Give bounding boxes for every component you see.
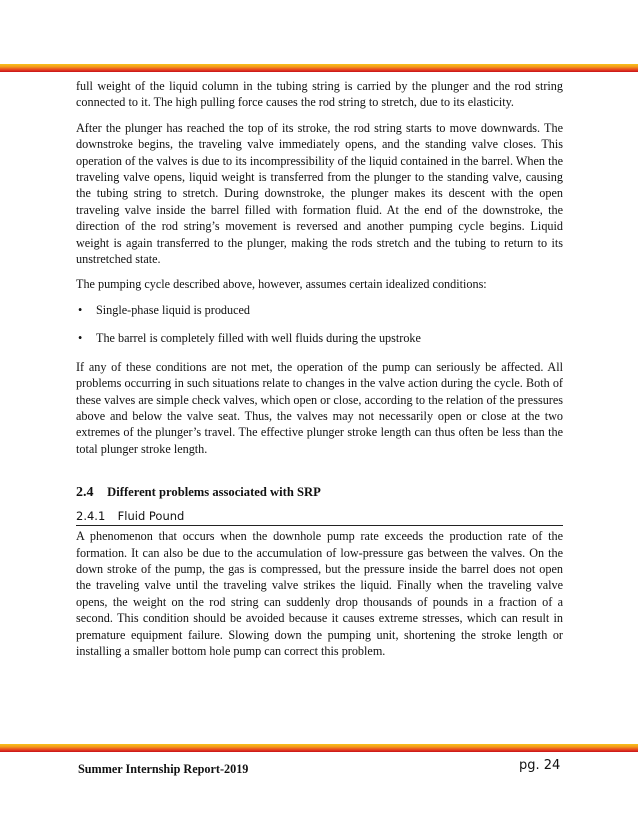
page-body [76, 78, 563, 668]
subsection-title: Fluid Pound [117, 509, 185, 524]
body-paragraph-3: The pumping cycle described above, however, assumes certain idealized conditions: [76, 277, 487, 292]
section-heading [76, 483, 563, 502]
footer-decorative-band [0, 744, 638, 752]
section-number: 2.4 [76, 485, 94, 501]
bullet-icon: • [78, 302, 83, 317]
list-item-text: The barrel is completely filled with well fluids during the upstroke [96, 331, 421, 346]
list-item [76, 302, 563, 318]
list-item-text: Single-phase liquid is produced [96, 302, 251, 317]
body-paragraph-4: If any of these conditions are not met, the operation of the pump can seriously be affected. All problems occurring in such situations relate to changes in the valve action during the cycle. Both of these valves are simple check valves, which open or close, according to the relation of the pressures above and below the valve seat. Thus, the valves may not necessarily open or close at the two extremes of the plunger’s travel. The effective plunger stroke length can thus often be less than the total plunger stroke length. [76, 359, 563, 456]
body-paragraph-1: full weight of the liquid column in the tubing string is carried by the plunger and the rod string connected to it. The high pulling force causes the rod string to stretch, due to its elasticity. [76, 79, 563, 110]
subsection-paragraph: A phenomenon that occurs when the downhole pump rate exceeds the production rate of the formation. It can also be due to the accumulation of low-pressure gas between the valves. On the down stroke of the pump, the gas is compressed, but the pressure inside the barrel does not open the traveling valve until the traveling valve strikes the liquid. Finally when the traveling valve opens, the weight on the rod string can suddenly drop thousands of pounds in a fraction of a second. This condition should be avoided because it causes extreme stresses, which can result in premature equipment failure. Slowing down the pumping unit, shortening the stroke length or installing a smaller bottom hole pump can correct this problem. [76, 529, 563, 658]
page-number: pg. 24 [519, 758, 561, 773]
header-decorative-band [0, 64, 638, 72]
footer-report-title: Summer Internship Report-2019 [78, 762, 249, 776]
list-item [76, 330, 563, 346]
section-title: Different problems associated with SRP [107, 485, 321, 500]
conditions-list [76, 302, 563, 347]
body-paragraph-2: After the plunger has reached the top of its stroke, the rod string starts to move downwards. The downstroke begins, the traveling valve immediately opens, and the standing valve closes. This operation of the valves is due to its incompressibility of the liquid contained in the barrel. When the traveling valve opens, liquid weight is transferred from the plunger to the standing valve, causing the tubing string to stretch. During downstroke, the plunger makes its descent with the open traveling valve inside the barrel filled with formation fluid. At the end of the downstroke, the direction of the rod string’s movement is reversed and another pumping cycle begins. Liquid weight is again transferred to the plunger, making the rods stretch and the tubing to return to its unstretched state. [76, 120, 563, 267]
bullet-icon: • [78, 331, 83, 346]
subsection-heading [76, 508, 563, 526]
subsection-number: 2.4.1 [76, 509, 106, 524]
